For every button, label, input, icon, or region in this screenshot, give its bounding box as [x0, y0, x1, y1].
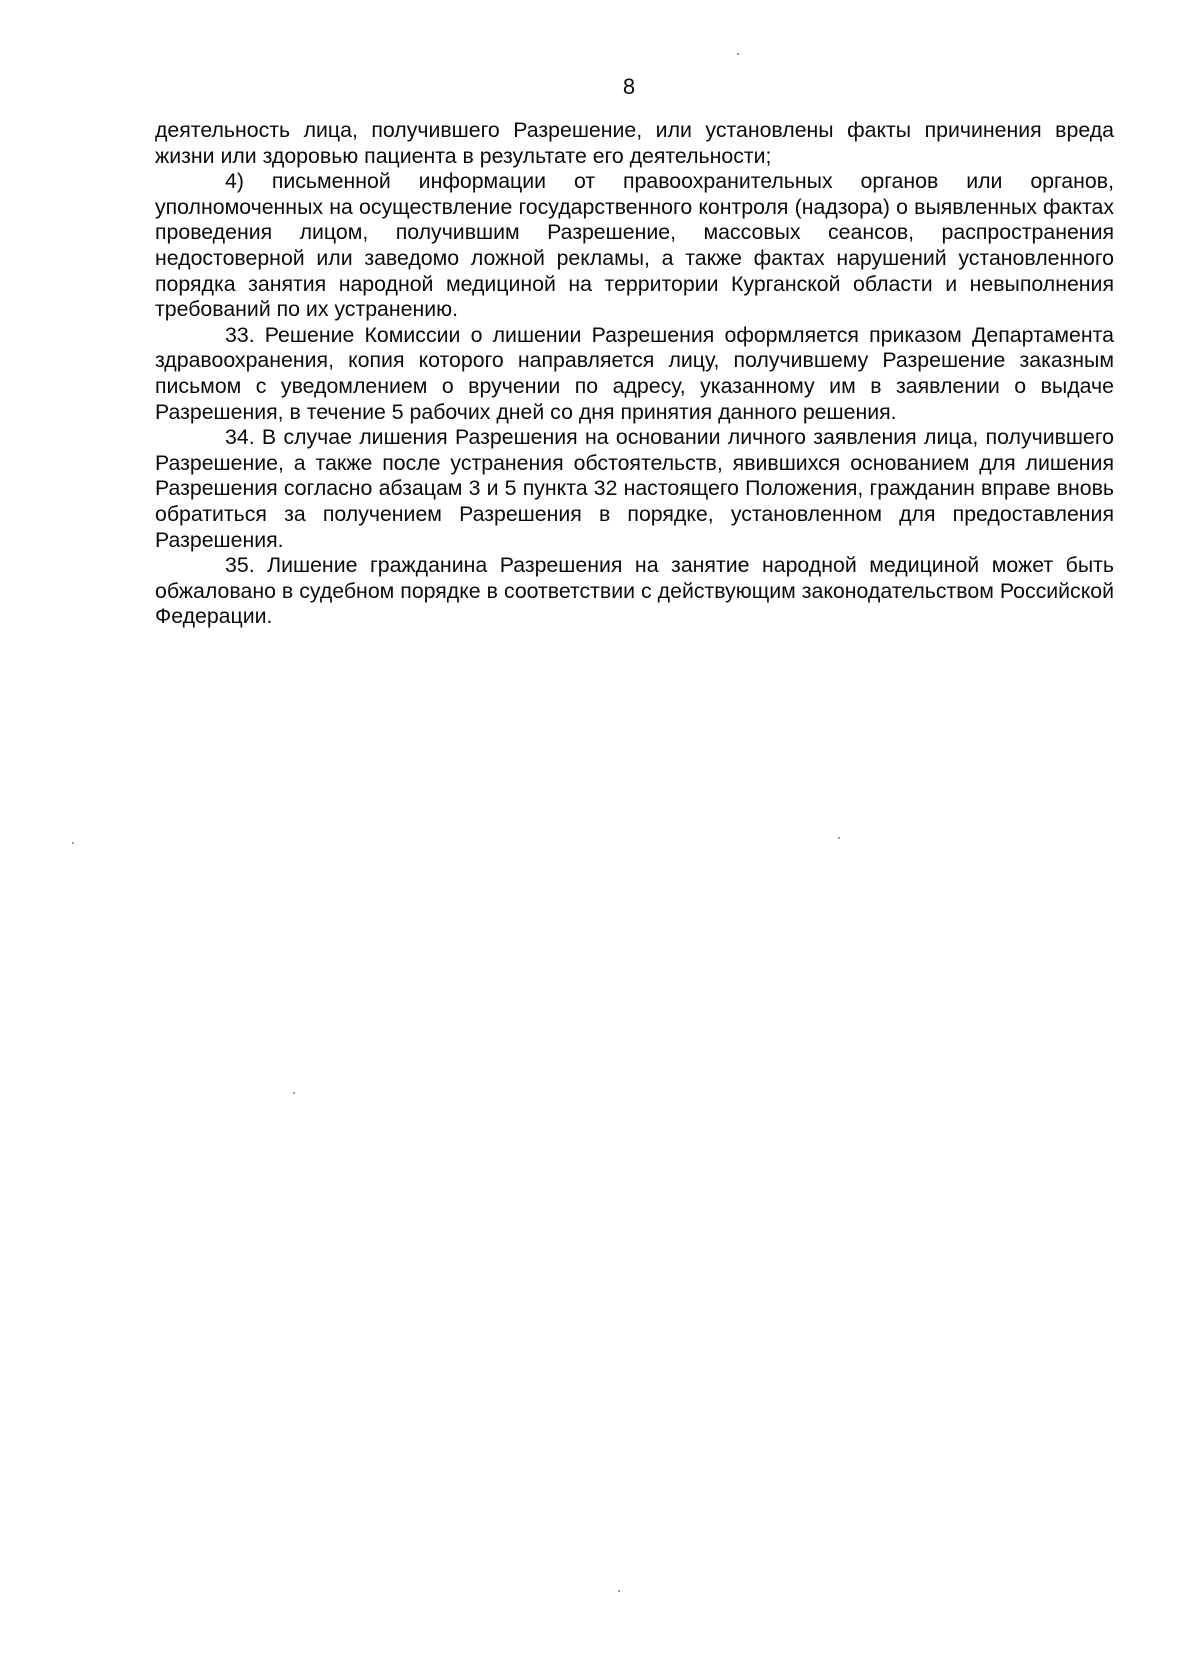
paragraph-33: 33. Решение Комиссии о лишении Разрешения оформляется приказом Департамента здравоохранения, копия которого направляется лицу, получившему Разрешение заказным письмом с уведомлением о вручении по адресу, указанному им в заявлении о выдаче Разрешения, в течение 5 рабочих дней со дня принятия данного решения. — [155, 322, 1114, 424]
scan-speck — [72, 842, 74, 844]
scan-speck — [838, 837, 840, 839]
paragraph-continuation: деятельность лица, получившего Разрешение, или установлены факты причинения вреда жизни или здоровью пациента в результате его деятельности; — [155, 118, 1114, 168]
paragraph-35: 35. Лишение гражданина Разрешения на занятие народной медициной может быть обжаловано в судебном порядке в соответствии с действующим законодательством Российской Федерации. — [155, 553, 1114, 629]
page-number: 8 — [622, 74, 636, 99]
paragraph-34: 34. В случае лишения Разрешения на основании личного заявления лица, получившего Разрешение, а также после устранения обстоятельств, явившихся основанием для лишения Разрешения согласно абзацам 3 и 5 пункта 32 настоящего Положения, гражданин вправе вновь обратиться за получением Разрешения в порядке, установленном для предоставления Разрешения. — [155, 425, 1114, 552]
scan-speck — [618, 1590, 620, 1592]
document-body — [155, 118, 1114, 630]
paragraph-item-4: 4) письменной информации от правоохранительных органов или органов, уполномоченных на осуществление государственного контроля (надзора) о выявленных фактах проведения лицом, получившим Разрешение, массовых сеансов, распространения недостоверной или заведомо ложной рекламы, а также фактах нарушений установленного порядка занятия народной медициной на территории Курганской области и невыполнения требований по их устранению. — [155, 169, 1114, 322]
scan-speck — [293, 1092, 295, 1094]
scan-speck — [737, 53, 739, 55]
